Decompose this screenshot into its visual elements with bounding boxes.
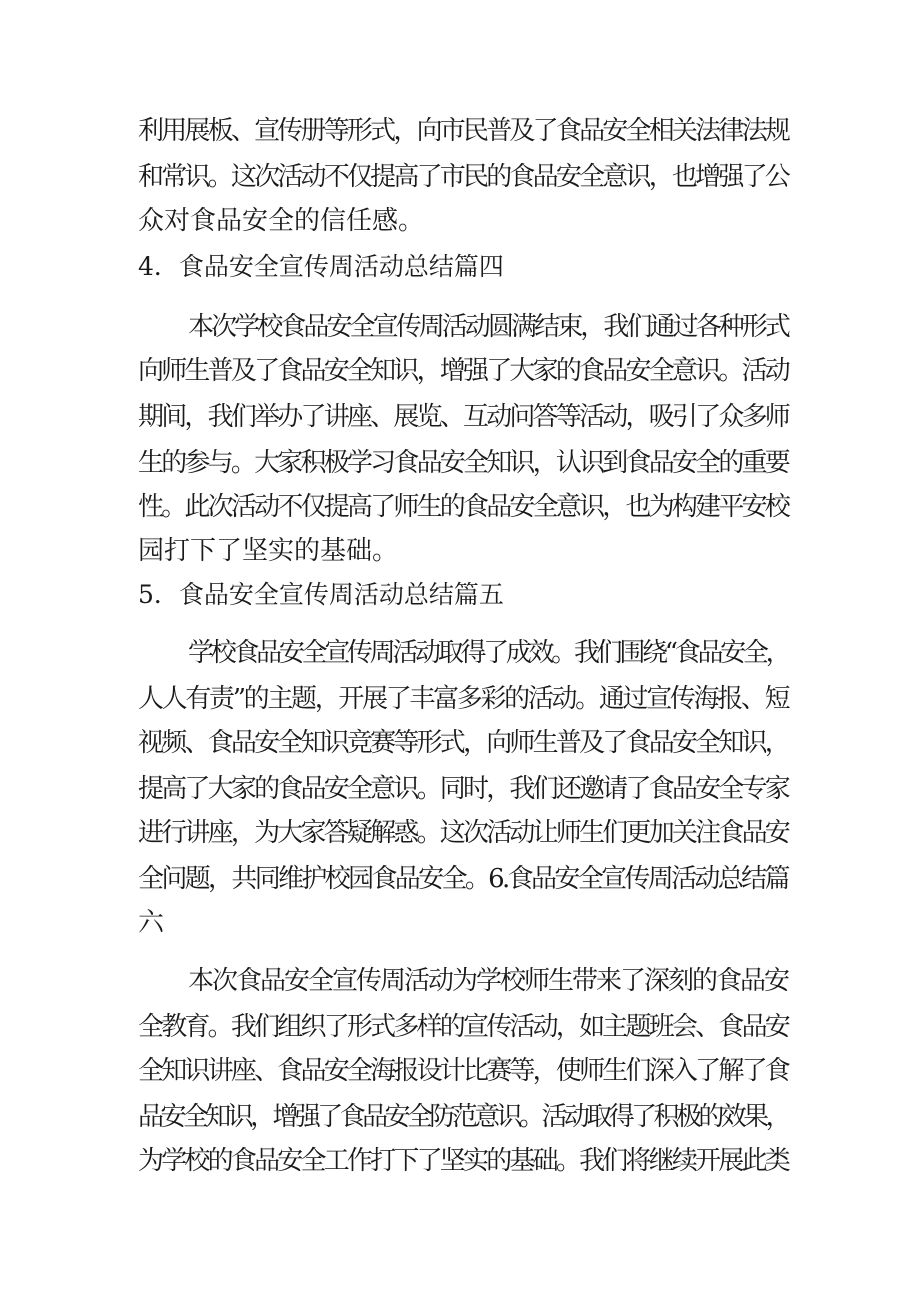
paragraph-line: 全知识讲座、食品安全海报设计比赛等，使师生们深入了解了食	[138, 1056, 789, 1086]
paragraph-line: 视频、食品安全知识竞赛等形式，向师生普及了食品安全知识，	[138, 728, 789, 758]
paragraph-line: 本次食品安全宣传周活动为学校师生带来了深刻的食品安	[188, 966, 789, 996]
paragraph-line: 品安全知识，增强了食品安全防范意识。活动取得了积极的效果，	[138, 1102, 789, 1132]
paragraph-line: 生的参与。大家积极学习食品安全知识，认识到食品安全的重要	[138, 448, 789, 478]
section-heading-5: 5．食品安全宣传周活动总结篇五	[138, 580, 504, 609]
paragraph-line: 全问题，共同维护校园食品安全。6.食品安全宣传周活动总结篇	[138, 864, 788, 894]
paragraph-line: 众对食品安全的信任感。	[138, 206, 425, 236]
paragraph-line: 人人有责”的主题，开展了丰富多彩的活动。通过宣传海报、短	[138, 684, 789, 714]
paragraph-line: 本次学校食品安全宣传周活动圆满结束，我们通过各种形式	[188, 312, 789, 342]
paragraph-line: 进行讲座，为大家答疑解惑。这次活动让师生们更加关注食品安	[138, 818, 789, 848]
paragraph-line: 提高了大家的食品安全意识。同时，我们还邀请了食品安全专家	[138, 774, 789, 804]
paragraph-line: 期间，我们举办了讲座、展览、互动问答等活动，吸引了众多师	[138, 402, 789, 432]
paragraph-line: 学校食品安全宣传周活动取得了成效。我们围绕“食品安全，	[188, 638, 789, 668]
paragraph-line: 六	[138, 908, 165, 938]
paragraph-line: 和常识。这次活动不仅提高了市民的食品安全意识，也增强了公	[138, 162, 789, 192]
paragraph-line: 全教育。我们组织了形式多样的宣传活动，如主题班会、食品安	[138, 1012, 789, 1042]
paragraph-line: 向师生普及了食品安全知识，增强了大家的食品安全意识。活动	[138, 356, 789, 386]
paragraph-line: 性。此次活动不仅提高了师生的食品安全意识，也为构建平安校	[138, 492, 789, 522]
paragraph-line: 园打下了坚实的基础。	[138, 536, 399, 566]
paragraph-line: 为学校的食品安全工作打下了坚实的基础。我们将继续开展此类	[138, 1146, 789, 1176]
paragraph-line: 利用展板、宣传册等形式，向市民普及了食品安全相关法律法规	[138, 116, 789, 146]
section-heading-4: 4．食品安全宣传周活动总结篇四	[138, 252, 504, 281]
